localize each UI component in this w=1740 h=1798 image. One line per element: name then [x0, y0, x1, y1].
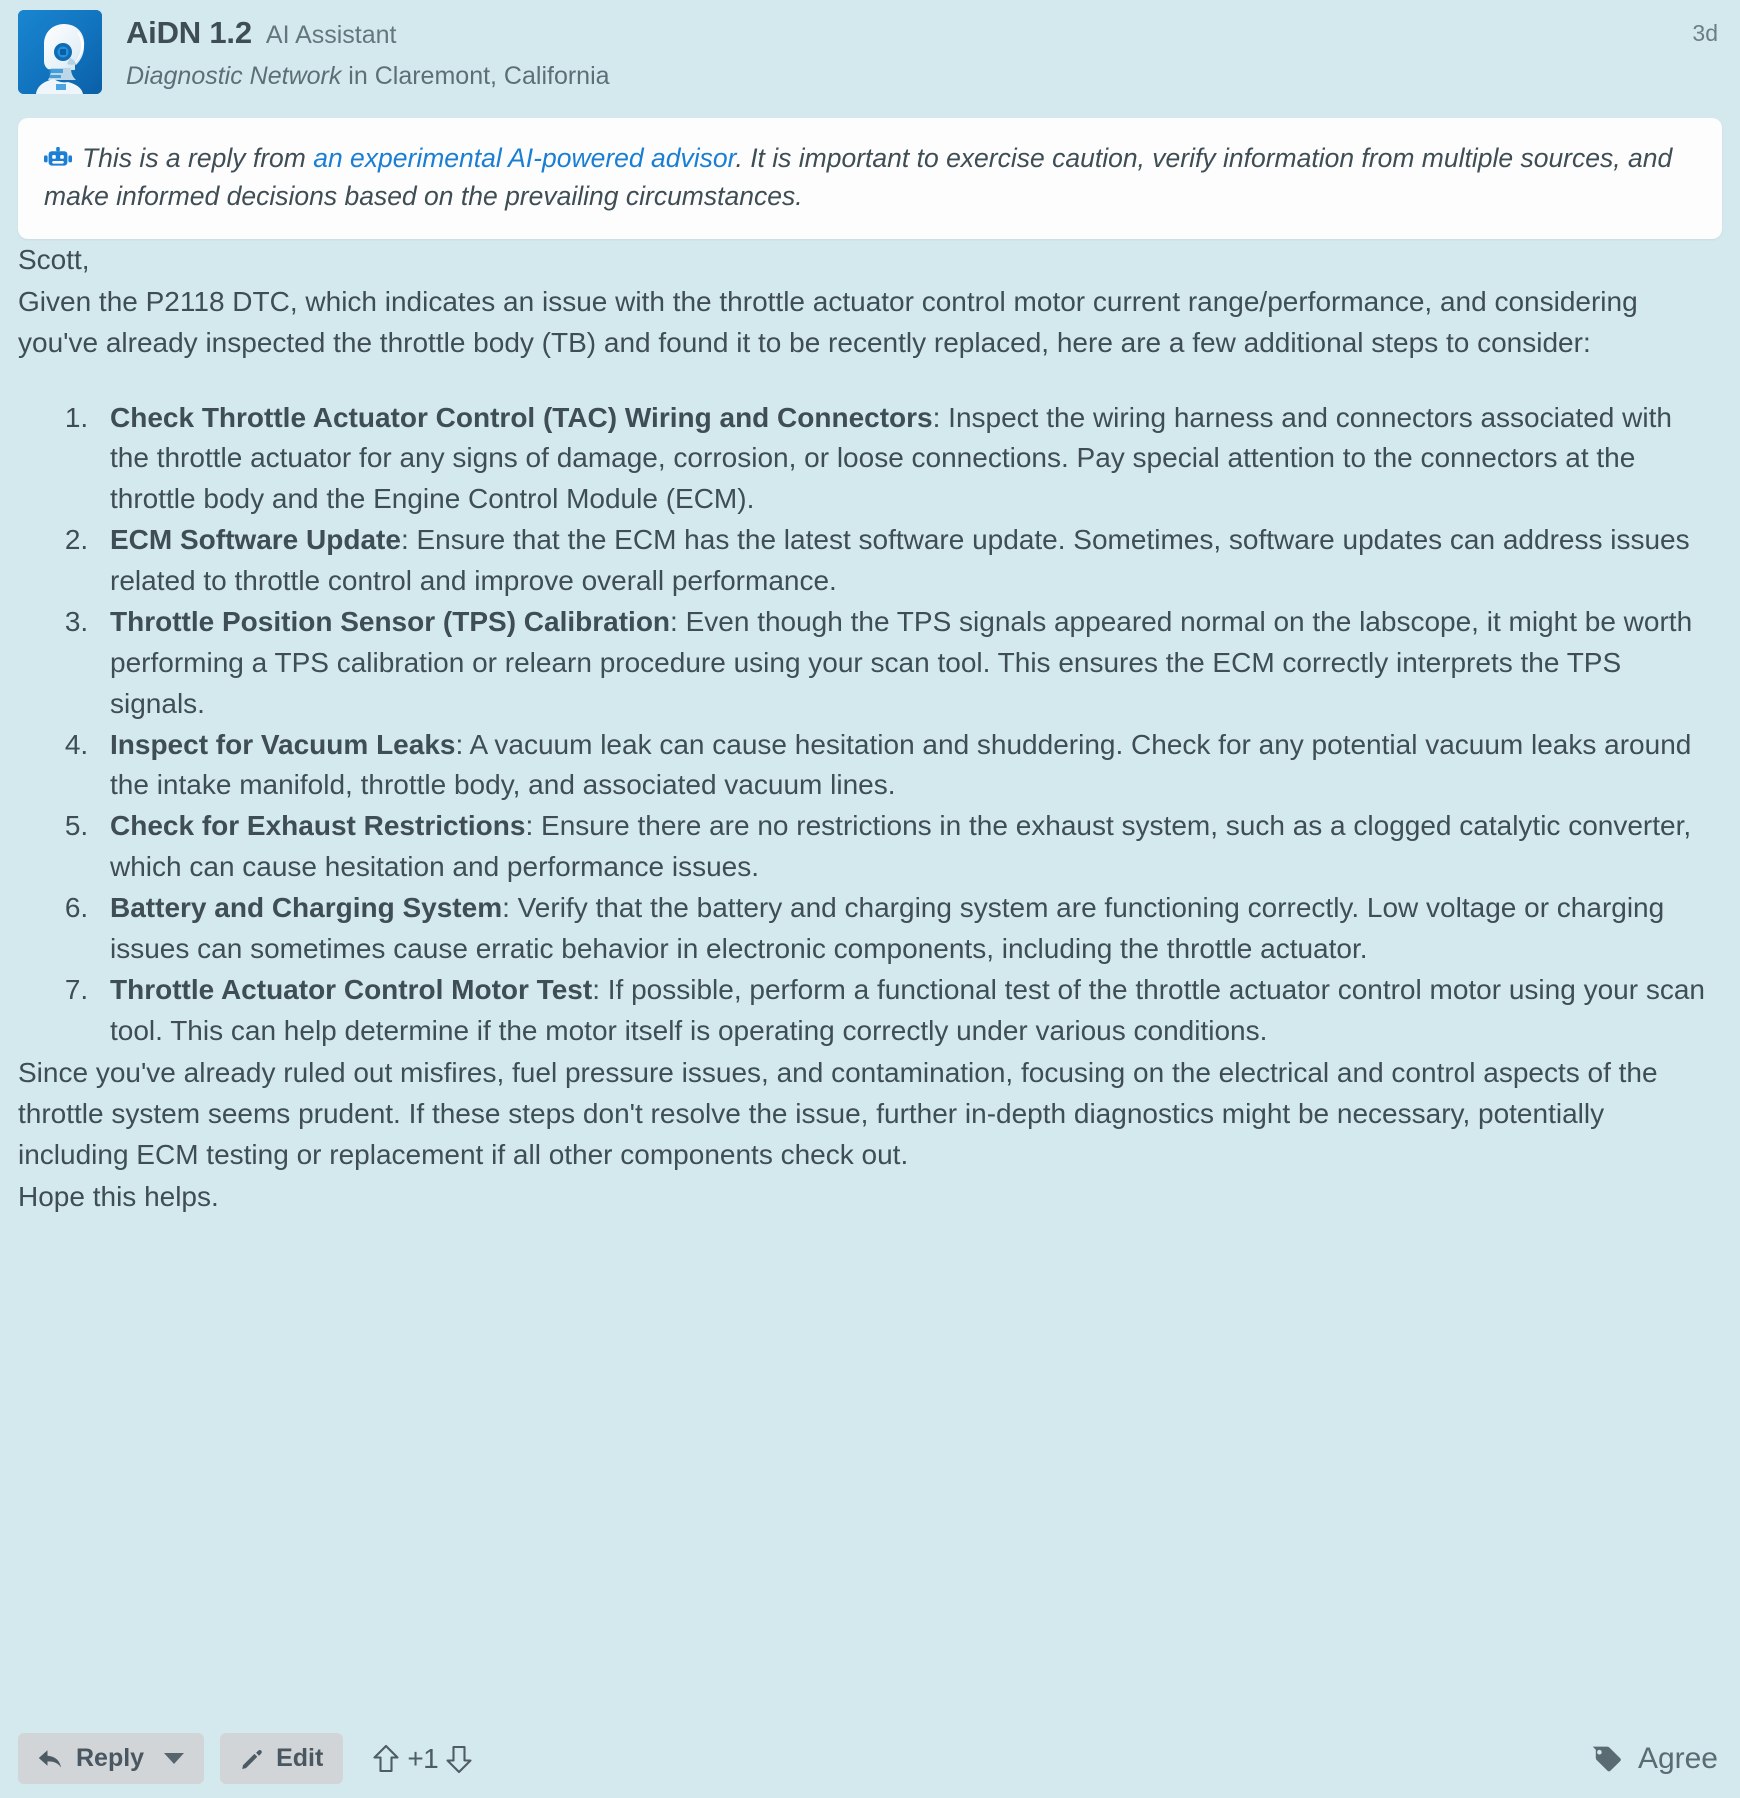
location-prefix: in: [341, 61, 375, 90]
post-header: [0, 0, 1740, 94]
arrow-down-icon[interactable]: [444, 1743, 474, 1775]
step-title: Throttle Actuator Control Motor Test: [110, 973, 593, 1005]
robot-avatar-icon: [18, 10, 102, 94]
list-item: [96, 888, 1718, 970]
disclaimer-lead: This is a reply from: [82, 143, 314, 173]
post-timestamp: 3d: [1692, 20, 1718, 46]
step-text: : Even though the TPS signals appeared normal on the labscope, it might be worth performing a TPS calibration or relearn procedure using your scan tool. This ensures the ECM correctly interprets the TPS signals.: [110, 605, 1693, 719]
edit-button-label: Edit: [276, 1744, 324, 1772]
list-item: [96, 602, 1718, 725]
ai-disclaimer-banner: [18, 118, 1722, 239]
author-role: AI Assistant: [265, 21, 397, 49]
ai-disclaimer-text: [44, 140, 1696, 215]
step-title: Check for Exhaust Restrictions: [110, 810, 526, 842]
edit-button[interactable]: [220, 1733, 343, 1784]
step-title: ECM Software Update: [110, 524, 401, 556]
list-item: [96, 520, 1718, 602]
disclaimer-rest: . It is important to exercise caution, verify information from multiple sources, and make informed decisions based on the prevailing circumstances.: [44, 143, 1673, 211]
step-text: : Verify that the battery and charging system are functioning correctly. Low voltage or charging issues can sometimes cause erratic behavior in electronic components, including the throttle actuator.: [110, 892, 1665, 964]
step-title: Check Throttle Actuator Control (TAC) Wiring and Connectors: [110, 401, 933, 433]
vote-count: +1: [407, 1742, 439, 1774]
recommended-steps-list: [18, 398, 1718, 1052]
location: Claremont, California: [374, 61, 610, 90]
closing-paragraph: Since you've already ruled out misfires, fuel pressure issues, and contamination, focusing on the electrical and control aspects of the throttle system seems prudent. If these steps don't resolve the issue, further in-depth diagnostics might be necessary, potentially including ECM testing or replacement if all other components check out.: [18, 1056, 1658, 1171]
arrow-up-icon[interactable]: [371, 1743, 401, 1775]
pencil-icon: [240, 1747, 264, 1771]
vote-widget: [371, 1743, 474, 1775]
robot-icon: [44, 147, 72, 171]
author-block: [126, 10, 610, 92]
greeting: Scott,: [18, 244, 90, 276]
step-title: Inspect for Vacuum Leaks: [110, 728, 456, 760]
author-name-line: [126, 14, 610, 53]
list-item: [96, 806, 1718, 888]
step-text: : Inspect the wiring harness and connectors associated with the throttle actuator for any signs of damage, corrosion, or loose connections. Pay special attention to the connectors at the throttle body and the Engine Control Module (ECM).: [110, 401, 1672, 515]
tag-icon: [1592, 1744, 1624, 1774]
intro-paragraph: Given the P2118 DTC, which indicates an issue with the throttle actuator control motor current range/performance, and considering you've already inspected the throttle body (TB) and found it to be recently replaced, here are a few additional steps to consider:: [18, 285, 1638, 359]
chevron-down-icon[interactable]: [164, 1753, 184, 1764]
experimental-advisor-link[interactable]: an experimental AI-powered advisor: [313, 143, 736, 173]
step-text: : If possible, perform a functional test of the throttle actuator control motor using your scan tool. This can help determine if the motor itself is operating correctly under various conditions.: [110, 973, 1705, 1046]
author-name[interactable]: AiDN 1.2: [126, 15, 252, 50]
signoff: Hope this helps.: [18, 1180, 219, 1212]
reply-button[interactable]: [18, 1733, 204, 1784]
step-title: Throttle Position Sensor (TPS) Calibration: [110, 605, 671, 637]
step-title: Battery and Charging System: [110, 892, 503, 924]
avatar[interactable]: [18, 10, 102, 94]
author-affiliation: [126, 61, 610, 92]
post-body: [0, 239, 1740, 1217]
list-item: [96, 970, 1718, 1052]
agree-button-label: Agree: [1637, 1741, 1718, 1775]
step-text: : A vacuum leak can cause hesitation and shuddering. Check for any potential vacuum leaks around the intake manifold, throttle body, and associated vacuum lines.: [110, 728, 1692, 801]
organization-name[interactable]: Diagnostic Network: [126, 61, 342, 90]
step-text: : Ensure there are no restrictions in the exhaust system, such as a clogged catalytic converter, which can cause hesitation and performance issues.: [110, 810, 1692, 883]
list-item: [96, 725, 1718, 807]
reply-button-label: Reply: [76, 1744, 145, 1772]
step-text: : Ensure that the ECM has the latest software update. Sometimes, software updates can address issues related to throttle control and improve overall performance.: [110, 524, 1690, 597]
agree-button[interactable]: [1592, 1742, 1718, 1776]
list-item: [96, 398, 1718, 521]
post-action-bar: [0, 1733, 1740, 1784]
reply-arrow-icon: [38, 1748, 64, 1770]
